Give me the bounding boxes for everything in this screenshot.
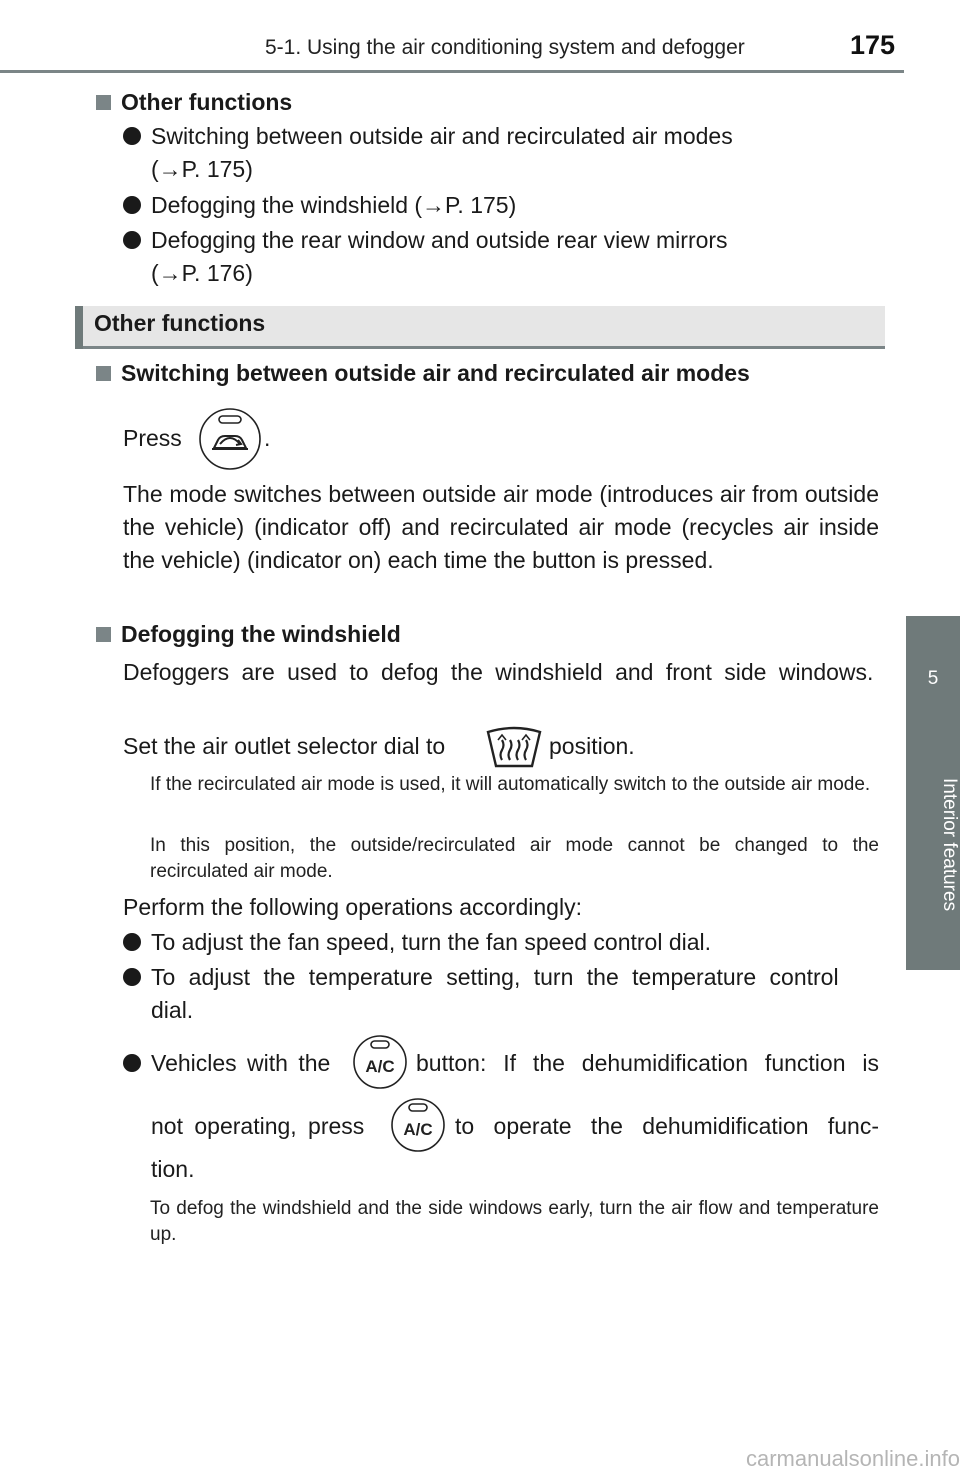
intro-item: Switching between outside air and recirculated air modes bbox=[123, 120, 733, 153]
square-bullet-icon bbox=[96, 95, 111, 110]
square-bullet-icon bbox=[96, 366, 111, 381]
page-number: 175 bbox=[850, 30, 896, 60]
bullet-ac-line3: tion. bbox=[151, 1156, 195, 1182]
note-no-change: In this position, the outside/recirculated air mode cannot be changed to the recirculated air mode. bbox=[150, 835, 879, 882]
perform-operations: Perform the following operations accordingly: bbox=[123, 894, 582, 920]
ac-button-icon bbox=[390, 1095, 446, 1160]
bullet-ac-line1-start: Vehicles with the bbox=[123, 1047, 330, 1080]
round-bullet-icon bbox=[123, 231, 141, 249]
press-instruction: Press bbox=[123, 425, 182, 451]
windshield-defroster-icon bbox=[484, 726, 544, 773]
section-header-accent bbox=[75, 306, 83, 349]
header-divider bbox=[0, 70, 904, 73]
switching-heading: Switching between outside air and recirculated air modes bbox=[121, 360, 750, 386]
svg-text:A/C: A/C bbox=[365, 1057, 395, 1076]
intro-heading: Other functions bbox=[121, 89, 293, 115]
round-bullet-icon bbox=[123, 933, 141, 951]
note-auto-switch: If the recirculated air mode is used, it will automatically switch to the outside air mode. bbox=[150, 774, 871, 795]
switching-description: The mode switches between outside air mode (introduces air from outside the vehicle) (indicator off) and recirculated air mode (recycles air inside the vehicle) (indicator on) each time the button is pressed. bbox=[123, 481, 879, 573]
press-instruction-end: . bbox=[264, 425, 271, 451]
square-bullet-icon bbox=[96, 627, 111, 642]
section-header-title: Other functions bbox=[94, 310, 266, 336]
watermark: carmanualsonline.info bbox=[745, 1446, 960, 1471]
recirculated-air-button-icon bbox=[198, 408, 262, 475]
bullet-temperature-cont: dial. bbox=[151, 997, 194, 1023]
intro-heading-row bbox=[96, 86, 292, 119]
note-defog-early: To defog the windshield and the side windows early, turn the air flow and temperature up. bbox=[150, 1198, 879, 1245]
set-dial-instruction-end: position. bbox=[549, 733, 635, 759]
round-bullet-icon bbox=[123, 968, 141, 986]
bullet-ac-line2-end: to operate the dehumidification func- bbox=[455, 1113, 879, 1139]
round-bullet-icon bbox=[123, 196, 141, 214]
chapter-number: 5 bbox=[927, 668, 939, 689]
bullet-fan-speed: To adjust the fan speed, turn the fan speed control dial. bbox=[123, 926, 711, 959]
switching-heading-row bbox=[96, 357, 750, 390]
round-bullet-icon bbox=[123, 1054, 141, 1072]
round-bullet-icon bbox=[123, 127, 141, 145]
intro-item: Defogging the rear window and outside rear view mirrors bbox=[123, 224, 728, 257]
bullet-temperature: To adjust the temperature setting, turn the temperature control bbox=[123, 961, 879, 994]
defogging-description: Defoggers are used to defog the windshield and front side windows. bbox=[123, 659, 874, 685]
defogging-heading: Defogging the windshield bbox=[121, 621, 401, 647]
chapter-label: Interior features bbox=[939, 778, 960, 912]
intro-item-ref: (→P. 175) bbox=[151, 156, 253, 182]
set-dial-instruction: Set the air outlet selector dial to bbox=[123, 733, 446, 759]
intro-item: Defogging the windshield (→P. 175) bbox=[123, 189, 516, 222]
bullet-ac-line2-start: not operating, press bbox=[151, 1113, 365, 1139]
bullet-ac-line1-end: button: If the dehumidification function is bbox=[416, 1050, 879, 1076]
svg-text:A/C: A/C bbox=[403, 1120, 433, 1139]
intro-item-ref: (→P. 176) bbox=[151, 260, 253, 286]
ac-button-icon bbox=[352, 1032, 408, 1097]
defogging-heading-row bbox=[96, 618, 401, 651]
section-title: 5-1. Using the air conditioning system and defogger bbox=[265, 36, 745, 59]
